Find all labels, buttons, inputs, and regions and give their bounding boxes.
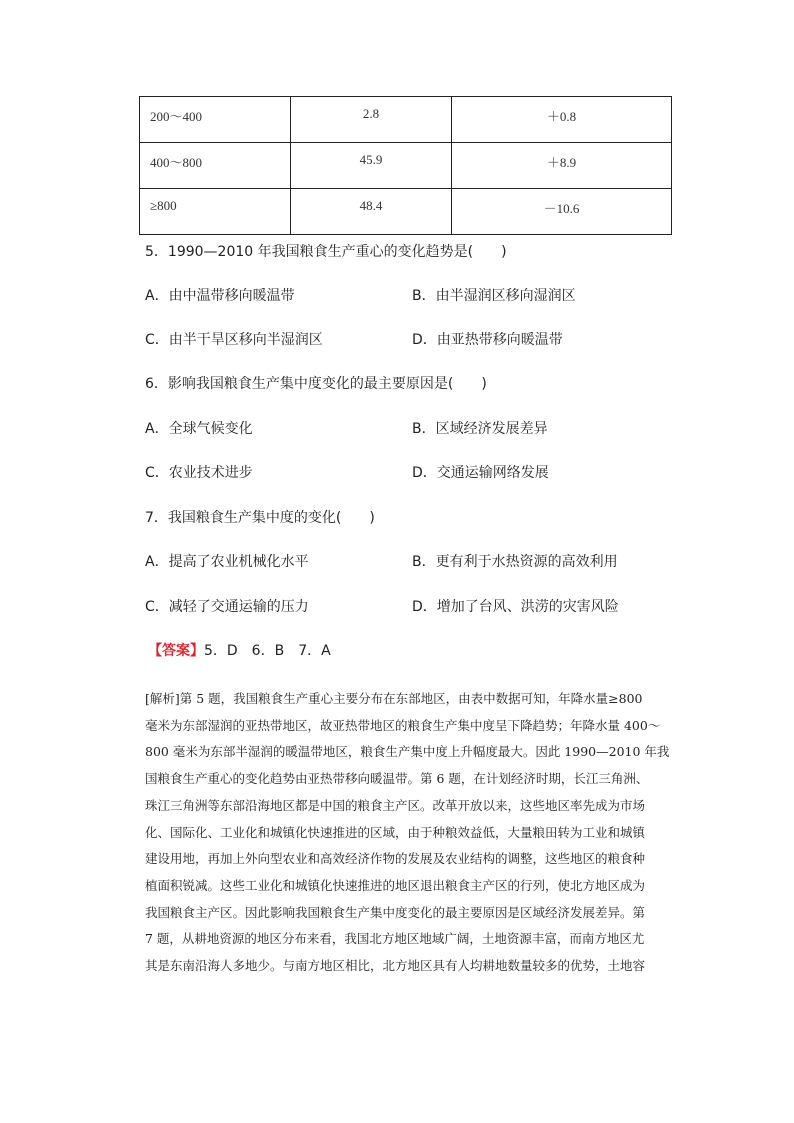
analysis-line: 珠江三角洲等东部沿海地区都是中国的粮食主产区。改革开放以来，这些地区率先成为市场 <box>145 797 646 813</box>
analysis-line: 毫米为东部湿润的亚热带地区，故亚热带地区的粮食生产集中度呈下降趋势；年降水量 400～ <box>145 717 661 733</box>
question-6-stem: 6．影响我国粮食生产集中度变化的最主要原因是( ) <box>145 376 487 392</box>
analysis-line: [解析]第 5 题，我国粮食生产重心主要分布在东部地区，由表中数据可知，年降水量≥800 <box>145 691 643 706</box>
question-6-option-a: A．全球气候变化 <box>145 421 253 437</box>
question-5-option-a: A．由中温带移向暖温带 <box>145 288 295 304</box>
question-5-option-d: D．由亚热带移向暖温带 <box>412 332 563 348</box>
analysis-line: 化、国际化、工业化和城镇化快速推进的区域，由于种粮效益低，大量粮田转为工业和城镇 <box>145 824 646 840</box>
analysis-paragraph <box>145 686 685 980</box>
analysis-line: 其是东南沿海人多地少。与南方地区相比，北方地区具有人均耕地数量较多的优势，土地容 <box>145 958 646 974</box>
analysis-line: 7 题，从耕地资源的地区分布来看，我国北方地区地域广阔，土地资源丰富，而南方地区尤 <box>145 931 645 947</box>
table-cell: 200～400 <box>140 97 291 143</box>
answer-tag: 【答案】 <box>148 643 204 659</box>
table-row <box>140 189 672 235</box>
question-5-option-b: B．由半湿润区移向湿润区 <box>412 288 576 304</box>
analysis-line: 我国粮食主产区。因此影响我国粮食生产集中度变化的最主要原因是区域经济发展差异。第 <box>145 904 646 920</box>
table-cell: 400～800 <box>140 143 291 189</box>
table-cell: ≥800 <box>140 189 291 235</box>
question-6-option-d: D．交通运输网络发展 <box>412 465 549 481</box>
question-7-option-b: B．更有利于水热资源的高效利用 <box>412 554 618 570</box>
table-cell: 48.4 <box>291 189 452 235</box>
question-6-option-b: B．区域经济发展差异 <box>412 421 548 437</box>
question-7-stem: 7．我国粮食生产集中度的变化( ) <box>145 510 375 526</box>
table-cell: －10.6 <box>452 189 672 235</box>
question-5-option-c: C．由半干旱区移向半湿润区 <box>145 332 323 348</box>
answer-line <box>148 640 331 660</box>
question-5-stem: 5．1990—2010 年我国粮食生产重心的变化趋势是( ) <box>145 244 507 260</box>
question-6-option-c: C．农业技术进步 <box>145 465 253 481</box>
question-7-option-d: D．增加了台风、洪涝的灾害风险 <box>412 599 619 615</box>
data-table <box>139 96 672 235</box>
analysis-line: 建设用地，再加上外向型农业和高效经济作物的发展及农业结构的调整，这些地区的粮食种 <box>145 851 646 867</box>
table-cell: 45.9 <box>291 143 452 189</box>
answer-text: 5．D 6．B 7．A <box>204 643 331 659</box>
table-cell: ＋0.8 <box>452 97 672 143</box>
analysis-line: 国粮食生产重心的变化趋势由亚热带移向暖温带。第 6 题，在计划经济时期，长江三角洲、 <box>145 771 649 787</box>
analysis-line: 800 毫米为东部半湿润的暖温带地区，粮食生产集中度上升幅度最大。因此 1990—2010 年我 <box>145 744 670 760</box>
table-row <box>140 97 672 143</box>
table-cell: ＋8.9 <box>452 143 672 189</box>
table-cell: 2.8 <box>291 97 452 143</box>
table-row <box>140 143 672 189</box>
question-7-option-a: A．提高了农业机械化水平 <box>145 554 309 570</box>
question-7-option-c: C．减轻了交通运输的压力 <box>145 599 309 615</box>
analysis-line: 植面积锐减。这些工业化和城镇化快速推进的地区退出粮食主产区的行列，使北方地区成为 <box>145 877 646 893</box>
